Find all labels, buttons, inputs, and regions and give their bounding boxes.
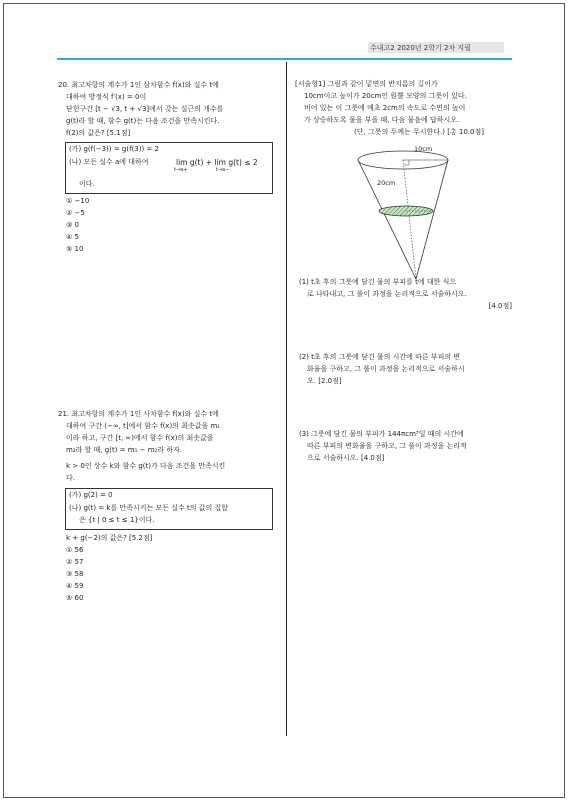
q20-line: f(2)의 값은? [5.1점] bbox=[66, 129, 131, 137]
q21-choice-3[interactable]: ③ 58 bbox=[66, 570, 84, 578]
essay-part-3-line: 따른 부피의 변화율을 구하고, 그 풀이 과정을 논리적 bbox=[307, 442, 467, 450]
q20-line: g(t)라 할 때, 함수 g(t)는 다음 조건을 만족시킨다. bbox=[66, 117, 220, 125]
q20-line: 대하여 방정식 f′(x) = 0이 bbox=[66, 93, 147, 101]
q21-choice-5[interactable]: ⑤ 60 bbox=[66, 594, 84, 602]
cone-side-right bbox=[416, 160, 448, 279]
q21-condition: (가) g(2) = 0 bbox=[69, 491, 113, 499]
essay-part-1-line: 로 나타내고, 그 풀이 과정을 논리적으로 서술하시오. bbox=[307, 290, 467, 298]
q20-condition: (나) 모든 실수 a에 대하여 bbox=[69, 158, 149, 166]
q20-limit-subscript: t→a− bbox=[216, 167, 230, 173]
q20-choice-5[interactable]: ⑤ 10 bbox=[66, 245, 84, 253]
q20-limit-subscript: t→a+ bbox=[174, 167, 188, 173]
q21-line: 21. 최고차항의 계수가 1인 사차함수 f(x)와 실수 t에 bbox=[58, 410, 219, 418]
q20-choice-2[interactable]: ② −5 bbox=[66, 209, 85, 217]
right-angle-mark bbox=[404, 160, 409, 165]
essay-part-2-line: 화율을 구하고, 그 풀이 과정을 논리적으로 서술하시 bbox=[307, 365, 465, 373]
radius-label: 10cm bbox=[414, 145, 433, 153]
essay-intro-line: (단, 그릇의 두께는 무시한다.) [총 10.0점] bbox=[354, 128, 484, 136]
q21-condition: 은 {t | 0 ≤ t ≤ 1}이다. bbox=[79, 516, 155, 524]
essay-part-1-line: (1) t초 후의 그릇에 담긴 물의 부피를 t에 대한 식으 bbox=[299, 278, 457, 286]
q20-condition: (가) g(f(−3)) = g(f(3)) = 2 bbox=[69, 145, 159, 153]
exam-title: 수내고2 2020년 2학기 2차 지필 bbox=[370, 44, 471, 52]
essay-intro-line: [서술형1] 그림과 같이 밑면의 반지름의 길이가 bbox=[295, 80, 438, 88]
essay-intro-line: 가 상승하도록 물을 부을 때, 다음 물음에 답하시오. bbox=[304, 116, 460, 124]
q21-question: k + g(−2)의 값은? [5.2점] bbox=[66, 534, 153, 542]
height-label: 20cm bbox=[377, 179, 396, 187]
essay-part-1-score: [4.0점] bbox=[488, 302, 512, 310]
essay-part-3-line: (3) 그릇에 담긴 물의 부피가 144πcm³일 때의 시간에 bbox=[299, 430, 464, 438]
q21-line: 다. bbox=[66, 474, 75, 482]
q21-condition: (나) g(t) = k를 만족시키는 모든 실수 t의 값의 집합 bbox=[69, 504, 228, 512]
essay-part-3-line: 으로 서술하시오. [4.0점] bbox=[307, 454, 385, 462]
q20-line: 닫힌구간 [t − √3, t + √3]에서 갖는 실근의 개수를 bbox=[66, 105, 224, 113]
essay-part-2-line: 오. [2.0점] bbox=[307, 377, 342, 385]
essay-intro-line: 10cm이고 높이가 20cm인 원뿔 모양의 그릇이 있다. bbox=[304, 92, 467, 100]
q21-choice-1[interactable]: ① 56 bbox=[66, 546, 84, 554]
cone-axis bbox=[403, 160, 416, 279]
essay-intro-line: 비어 있는 이 그릇에 매초 2cm의 속도로 수면의 높이 bbox=[304, 104, 466, 112]
q20-limit-expression: lim g(t) + lim g(t) ≤ 2 bbox=[176, 158, 258, 167]
q20-condition: 이다. bbox=[79, 180, 95, 188]
q21-choice-4[interactable]: ④ 59 bbox=[66, 582, 84, 590]
q21-line: k > 0인 상수 k와 함수 g(t)가 다음 조건을 만족시킨 bbox=[66, 462, 226, 470]
q20-choice-3[interactable]: ③ 0 bbox=[66, 221, 79, 229]
q20-choice-1[interactable]: ① −10 bbox=[66, 197, 90, 205]
q20-line: 20. 최고차항의 계수가 1인 삼차함수 f(x)와 실수 t에 bbox=[58, 81, 219, 89]
essay-part-2-line: (2) t초 후의 그릇에 담긴 물의 시간에 따른 부피의 변 bbox=[299, 353, 461, 361]
q21-line: 대하여 구간 (−∞, t]에서 함수 f(x)의 최솟값을 m₁ bbox=[66, 422, 221, 430]
q21-line: 이라 하고, 구간 [t, ∞)에서 함수 f(x)의 최솟값을 bbox=[66, 434, 214, 442]
q21-choice-2[interactable]: ② 57 bbox=[66, 558, 84, 566]
q20-choice-4[interactable]: ④ 5 bbox=[66, 233, 79, 241]
q21-line: m₂라 할 때, g(t) = m₁ − m₂라 하자. bbox=[66, 446, 183, 454]
